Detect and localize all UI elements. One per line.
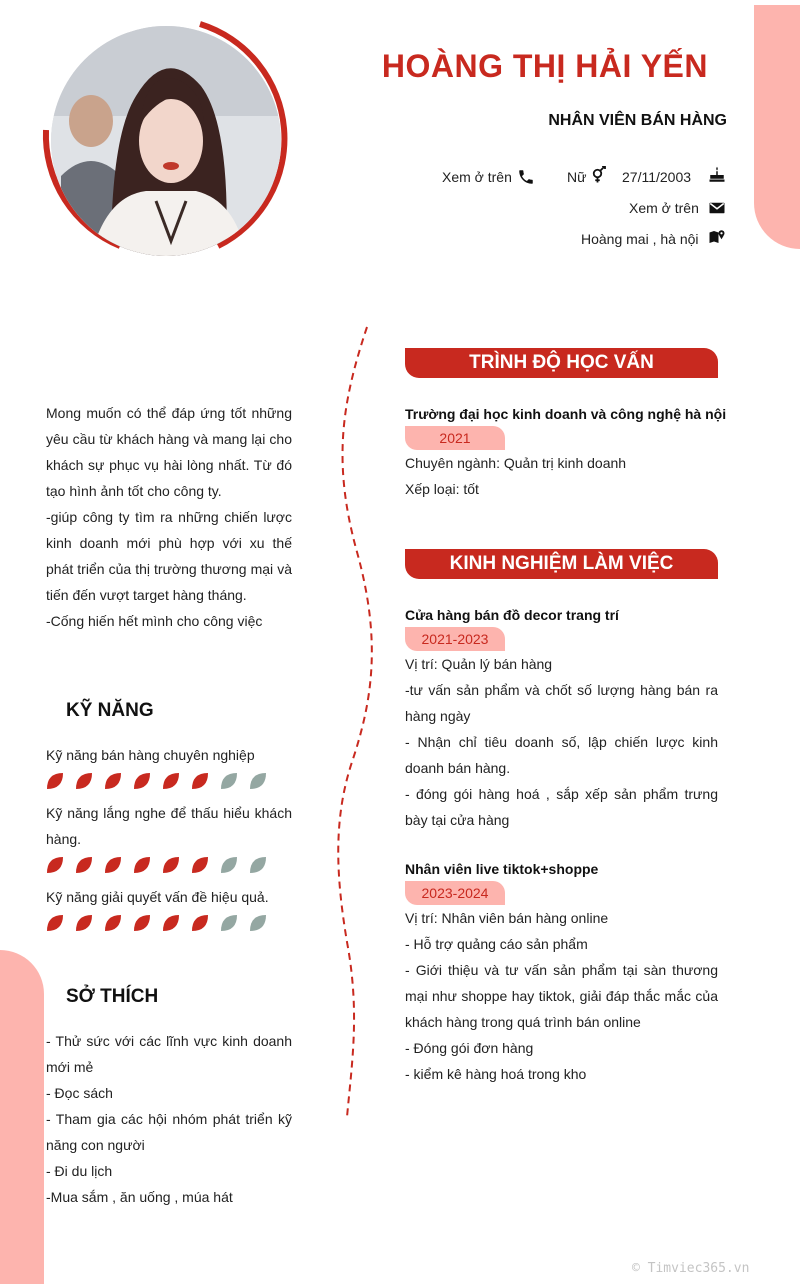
objective-paragraph: -giúp công ty tìm ra những chiến lược kinh doanh mới phù hợp với xu thế phát triển của thị trường thương mại và tiến đến vượt target hàng tháng. xyxy=(46,509,292,603)
job-period-badge: 2021-2023 xyxy=(405,627,505,651)
wavy-divider-line xyxy=(332,322,392,1122)
rating-dot-filled xyxy=(105,773,121,789)
skill-label: Kỹ năng giải quyết vấn đề hiệu quả. xyxy=(46,889,269,905)
skill-rating xyxy=(46,856,276,874)
job-company: Nhân viên live tiktok+shoppe xyxy=(405,861,599,877)
birthday-cake-icon xyxy=(708,166,726,184)
job-line: - Giới thiệu và tư vấn sản phẩm tại sàn thương mại như shoppe hay tiktok, giải đáp thắc mắc của khách hàng trong quá trình bán online xyxy=(405,962,718,1030)
job-title: NHÂN VIÊN BÁN HÀNG xyxy=(548,112,727,129)
job-line: - Đóng gói đơn hàng xyxy=(405,1040,534,1056)
rating-dot-filled xyxy=(192,915,208,931)
rating-dot-filled xyxy=(47,857,63,873)
education-heading: TRÌNH ĐỘ HỌC VẤN xyxy=(405,348,718,378)
rating-dot-filled xyxy=(76,857,92,873)
job-line: -tư vấn sản phẩm và chốt số lượng hàng bán ra hàng ngày xyxy=(405,682,718,724)
rating-dot-empty xyxy=(250,773,266,789)
address-text: Hoàng mai , hà nội xyxy=(581,231,699,247)
rating-dot-filled xyxy=(163,773,179,789)
profile-photo xyxy=(51,26,281,256)
hobby-item: - Tham gia các hội nhóm phát triển kỹ năng con người xyxy=(46,1111,292,1153)
hobbies-heading: SỞ THÍCH xyxy=(66,986,159,1007)
hobbies-list xyxy=(46,1028,292,1210)
rating-dot-filled xyxy=(163,857,179,873)
skills-heading: KỸ NĂNG xyxy=(66,700,154,721)
job-line: - kiểm kê hàng hoá trong kho xyxy=(405,1066,587,1082)
job-details xyxy=(405,651,718,833)
email-text: Xem ở trên xyxy=(629,200,699,216)
rating-dot-filled xyxy=(76,915,92,931)
phone-text: Xem ở trên xyxy=(442,169,512,185)
rating-dot-filled xyxy=(192,857,208,873)
rating-dot-filled xyxy=(47,915,63,931)
education-line: Xếp loại: tốt xyxy=(405,481,479,497)
watermark: © Timviec365.vn xyxy=(632,1261,750,1276)
objective-paragraph: Mong muốn có thể đáp ứng tốt những yêu cầu từ khách hàng và mang lại cho khách sự phục vụ hài lòng nhất. Từ đó tạo hình ảnh tốt cho công ty. xyxy=(46,405,292,499)
profile-photo-frame xyxy=(40,20,290,270)
career-objective xyxy=(46,400,292,634)
job-line: - đóng gói hàng hoá , sắp xếp sản phẩm trưng bày tại cửa hàng xyxy=(405,786,718,828)
gender-icon xyxy=(590,166,608,184)
skill-rating xyxy=(46,914,276,932)
rating-dot-empty xyxy=(221,857,237,873)
school-name: Trường đại học kinh doanh và công nghệ hà nội xyxy=(405,406,727,422)
education-details xyxy=(405,450,718,502)
phone-icon xyxy=(517,168,535,186)
job-line: Vị trí: Quản lý bán hàng xyxy=(405,656,553,672)
decorative-block-bottom-left xyxy=(0,950,44,1284)
skill-label: Kỹ năng bán hàng chuyên nghiệp xyxy=(46,747,255,763)
education-line: Chuyên ngành: Quản trị kinh doanh xyxy=(405,455,627,471)
envelope-icon xyxy=(708,199,726,217)
job-details xyxy=(405,905,718,1087)
rating-dot-filled xyxy=(163,915,179,931)
hobby-item: - Đọc sách xyxy=(46,1085,113,1101)
rating-dot-filled xyxy=(105,915,121,931)
job-line: Vị trí: Nhân viên bán hàng online xyxy=(405,910,609,926)
hobby-item: -Mua sắm , ăn uống , múa hát xyxy=(46,1189,233,1205)
skill-rating xyxy=(46,772,276,790)
rating-dot-filled xyxy=(134,773,150,789)
rating-dot-empty xyxy=(221,773,237,789)
job-period-badge: 2023-2024 xyxy=(405,881,505,905)
hobby-item: - Thử sức với các lĩnh vực kinh doanh mới mẻ xyxy=(46,1033,292,1075)
rating-dot-filled xyxy=(192,773,208,789)
gender-text: Nữ xyxy=(567,169,587,185)
rating-dot-empty xyxy=(250,915,266,931)
candidate-name: HOÀNG THỊ HẢI YẾN xyxy=(381,48,708,84)
rating-dot-filled xyxy=(76,773,92,789)
rating-dot-filled xyxy=(134,915,150,931)
map-icon xyxy=(708,228,726,246)
job-line: - Hỗ trợ quảng cáo sản phẩm xyxy=(405,936,588,952)
decorative-corner-top-right xyxy=(754,5,800,249)
education-year-badge: 2021 xyxy=(405,426,505,450)
objective-paragraph: -Cống hiến hết mình cho công việc xyxy=(46,613,263,629)
birthday-text: 27/11/2003 xyxy=(622,169,692,185)
rating-dot-empty xyxy=(250,857,266,873)
rating-dot-filled xyxy=(47,773,63,789)
rating-dot-filled xyxy=(134,857,150,873)
job-line: - Nhận chỉ tiêu doanh số, lập chiến lược kinh doanh bán hàng. xyxy=(405,734,718,776)
rating-dot-filled xyxy=(105,857,121,873)
rating-dot-empty xyxy=(221,915,237,931)
hobby-item: - Đi du lịch xyxy=(46,1163,113,1179)
experience-heading: KINH NGHIỆM LÀM VIỆC xyxy=(405,549,718,579)
skill-label: Kỹ năng lắng nghe để thấu hiểu khách hàng. xyxy=(46,805,292,847)
job-company: Cửa hàng bán đồ decor trang trí xyxy=(405,607,619,623)
